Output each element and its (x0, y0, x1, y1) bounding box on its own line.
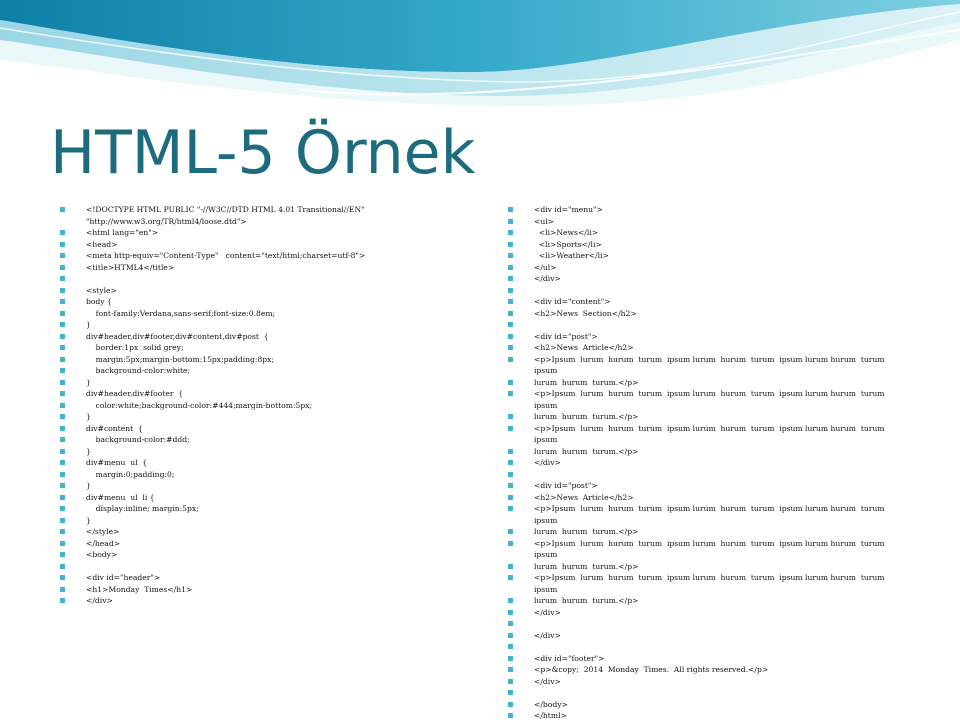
code-line (60, 584, 400, 596)
code-line-text: <p>Ipsum lurum hurum turum ipsum lurum hurum turum ipsum lurum hurum turum ipsum (534, 389, 885, 410)
bullet-icon (60, 380, 65, 385)
bullet-icon (508, 322, 513, 327)
bullet-icon (60, 529, 65, 534)
code-line (60, 342, 400, 354)
code-line-text: </html> (534, 711, 567, 720)
code-line (508, 641, 888, 653)
code-line (508, 676, 888, 688)
code-line (508, 561, 888, 573)
code-line (508, 388, 888, 411)
code-line (60, 308, 400, 320)
code-line-text: } (86, 515, 91, 525)
code-line-text: <div id="content"> (534, 297, 611, 306)
code-line-text: <div id="post"> (534, 331, 598, 341)
bullet-icon (508, 460, 513, 465)
code-line-text: <li>News</li> (534, 228, 599, 237)
code-line-text: lurum hurum turum.</p> (534, 596, 639, 605)
bullet-icon (508, 311, 513, 316)
code-line (60, 480, 400, 492)
code-line (508, 285, 888, 297)
code-line (60, 549, 400, 561)
bullet-icon (508, 357, 513, 362)
bullet-icon (60, 288, 65, 293)
code-line-text: </head> (86, 538, 121, 548)
code-line (508, 319, 888, 331)
bullet-icon (508, 334, 513, 339)
code-line (60, 285, 400, 297)
code-line (508, 503, 888, 526)
bullet-icon (60, 460, 65, 465)
code-line (508, 618, 888, 630)
bullet-icon (508, 426, 513, 431)
code-line (508, 630, 888, 642)
code-line-text: background-color:#ddd; (86, 435, 190, 444)
bullet-icon (60, 552, 65, 557)
code-line-text: <h2>News Section</h2> (534, 308, 637, 318)
code-line-text: font-family:Verdana,sans-serif;font-size:0.8em; (86, 308, 276, 318)
code-line-text: lurum hurum turum.</p> (534, 412, 639, 421)
code-line (508, 664, 888, 676)
bullet-icon (508, 483, 513, 488)
code-line (508, 687, 888, 699)
code-line-text: <li>Sports</li> (534, 239, 602, 249)
code-line (60, 526, 400, 538)
code-line (508, 331, 888, 343)
code-line (508, 239, 888, 251)
code-line (60, 538, 400, 550)
bullet-icon (60, 311, 65, 316)
code-line-text: border:1px solid grey; (86, 343, 184, 352)
code-line (60, 515, 400, 527)
bullet-icon (60, 265, 65, 270)
code-line-text: <html lang="en"> (86, 228, 159, 237)
code-line-text: <meta http-equiv="Content-Type" content="text/html;charset=utf-8"> (86, 251, 366, 260)
bullet-icon (60, 506, 65, 511)
bullet-icon (60, 230, 65, 235)
code-line (508, 227, 888, 239)
code-line (60, 204, 400, 227)
code-line (60, 365, 400, 377)
code-line (60, 572, 400, 584)
bullet-icon (508, 449, 513, 454)
bullet-icon (60, 518, 65, 523)
bullet-icon (60, 472, 65, 477)
code-line-text: margin:5px;margin-bottom:15px;padding:8px; (86, 354, 275, 364)
code-line (508, 411, 888, 423)
code-line (60, 250, 400, 262)
bullet-icon (508, 391, 513, 396)
code-line-text: <div id="menu"> (534, 205, 603, 214)
bullet-icon (508, 506, 513, 511)
bullet-icon (60, 449, 65, 454)
code-line (60, 503, 400, 515)
bullet-icon (508, 230, 513, 235)
code-line-text: div#header,div#footer { (86, 389, 184, 398)
code-line (60, 227, 400, 239)
bullet-icon (508, 656, 513, 661)
bullet-icon (508, 529, 513, 534)
code-line-text: lurum hurum turum.</p> (534, 377, 639, 387)
code-line (60, 388, 400, 400)
code-line-text: </div> (534, 274, 561, 283)
code-line (60, 354, 400, 366)
slide-title: HTML-5 Örnek (50, 118, 476, 188)
code-line (508, 446, 888, 458)
bullet-icon (60, 426, 65, 431)
code-line (60, 377, 400, 389)
code-line-text: margin:0;padding:0; (86, 469, 175, 479)
bullet-icon (508, 276, 513, 281)
bullet-icon (60, 541, 65, 546)
code-line-text: </div> (86, 596, 113, 605)
code-line (508, 342, 888, 354)
code-line (508, 653, 888, 665)
code-line-text: div#menu ul { (86, 458, 148, 467)
code-line-text: </style> (86, 527, 120, 536)
code-line-text: <p>&copy; 2014 Monday Times. All rights reserved.</p> (534, 665, 769, 674)
code-line-text: </div> (534, 630, 561, 640)
code-line-text: } (86, 412, 91, 421)
bullet-icon (508, 541, 513, 546)
code-line (60, 492, 400, 504)
bullet-icon (508, 207, 513, 212)
code-line (60, 296, 400, 308)
code-line-text: div#menu ul li { (86, 492, 155, 502)
code-line-text: </div> (534, 458, 561, 467)
bullet-icon (60, 299, 65, 304)
bullet-icon (508, 575, 513, 580)
bullet-icon (60, 495, 65, 500)
bullet-icon (508, 472, 513, 477)
code-line (60, 262, 400, 274)
code-line-text: } (86, 320, 91, 329)
right-code-column (508, 204, 888, 720)
code-line-text: <div id="footer"> (534, 653, 605, 663)
bullet-icon (508, 345, 513, 350)
code-line-text: <div id="post"> (534, 481, 598, 490)
code-line-text: lurum hurum turum.</p> (534, 527, 639, 536)
bullet-icon (60, 334, 65, 339)
code-line (508, 710, 888, 720)
bullet-icon (508, 253, 513, 258)
bullet-icon (508, 299, 513, 304)
bullet-icon (508, 713, 513, 718)
bullet-icon (60, 391, 65, 396)
code-line-text: body { (86, 297, 112, 306)
code-line (60, 400, 400, 412)
bullet-icon (60, 357, 65, 362)
left-code-column (60, 204, 400, 607)
bullet-icon (508, 265, 513, 270)
code-line (508, 250, 888, 262)
code-line (60, 273, 400, 285)
bullet-icon (60, 587, 65, 592)
code-line (60, 446, 400, 458)
code-line (60, 239, 400, 251)
code-line-text: </div> (534, 607, 561, 617)
bullet-icon (508, 242, 513, 247)
bullet-icon (60, 598, 65, 603)
bullet-icon (60, 345, 65, 350)
code-line (508, 216, 888, 228)
code-line (508, 526, 888, 538)
bullet-icon (60, 414, 65, 419)
bullet-icon (508, 598, 513, 603)
code-line (508, 492, 888, 504)
code-line-text: <style> (86, 285, 117, 295)
code-line (508, 296, 888, 308)
code-line (508, 480, 888, 492)
code-line-text: display:inline; margin:5px; (86, 504, 199, 513)
code-line (508, 457, 888, 469)
code-line-text: div#header,div#footer,div#content,div#post { (86, 331, 269, 341)
bullet-icon (508, 702, 513, 707)
bullet-icon (508, 667, 513, 672)
code-line (508, 273, 888, 285)
bullet-icon (60, 207, 65, 212)
code-line (508, 204, 888, 216)
bullet-icon (508, 610, 513, 615)
bullet-icon (60, 575, 65, 580)
code-line (508, 469, 888, 481)
code-line (508, 308, 888, 320)
bullet-icon (508, 288, 513, 293)
code-line-text: <h2>News Article</h2> (534, 343, 634, 352)
bullet-icon (60, 437, 65, 442)
bullet-icon (60, 242, 65, 247)
code-line-text: <head> (86, 239, 118, 249)
code-line-text: <p>Ipsum lurum hurum turum ipsum lurum hurum turum ipsum lurum hurum turum ipsum (534, 504, 885, 525)
code-line-text: <body> (86, 550, 118, 559)
code-line (508, 423, 888, 446)
bullet-icon (508, 633, 513, 638)
code-line-text: <p>Ipsum lurum hurum turum ipsum lurum hurum turum ipsum lurum hurum turum ipsum (534, 423, 885, 444)
bullet-icon (508, 219, 513, 224)
code-line-text: } (86, 377, 91, 387)
code-line (508, 607, 888, 619)
code-line (60, 331, 400, 343)
bullet-icon (508, 380, 513, 385)
bullet-icon (508, 644, 513, 649)
bullet-icon (60, 368, 65, 373)
code-line-text: <title>HTML4</title> (86, 262, 175, 272)
code-line-text: lurum hurum turum.</p> (534, 446, 639, 456)
code-line-text: color:white;background-color:#444;margin-bottom:5px; (86, 400, 313, 410)
code-line-text: } (86, 481, 91, 490)
code-line-text: background-color:white; (86, 366, 191, 375)
code-line (60, 319, 400, 331)
bullet-icon (508, 690, 513, 695)
code-line-text: <h1>Monday Times</h1> (86, 584, 193, 594)
code-line (508, 572, 888, 595)
code-line-text: <p>Ipsum lurum hurum turum ipsum lurum hurum turum ipsum lurum hurum turum ipsum (534, 573, 885, 594)
code-line (60, 423, 400, 435)
bullet-icon (508, 495, 513, 500)
code-line-text: <!DOCTYPE HTML PUBLIC "-//W3C//DTD HTML 4.01 Transitional//EN" "http://www.w3.org/TR/html4/loose.dtd"> (86, 205, 365, 226)
code-line-text: <div id="header"> (86, 573, 161, 582)
code-line (60, 457, 400, 469)
bullet-icon (60, 322, 65, 327)
code-line (508, 262, 888, 274)
bullet-icon (508, 414, 513, 419)
bullet-icon (60, 276, 65, 281)
code-line-text: <h2>News Article</h2> (534, 492, 634, 502)
code-line-text: </body> (534, 699, 568, 709)
code-line (60, 595, 400, 607)
code-line (60, 469, 400, 481)
bullet-icon (60, 483, 65, 488)
code-line (508, 377, 888, 389)
code-line (508, 354, 888, 377)
code-line (508, 595, 888, 607)
code-line-text: <p>Ipsum lurum hurum turum ipsum lurum hurum turum ipsum lurum hurum turum ipsum (534, 354, 885, 375)
code-line-text: <p>Ipsum lurum hurum turum ipsum lurum hurum turum ipsum lurum hurum turum ipsum (534, 538, 885, 559)
code-line-text: } (86, 446, 91, 456)
bullet-icon (508, 679, 513, 684)
code-line-text: </ul> (534, 262, 557, 272)
code-line (508, 538, 888, 561)
bullet-icon (60, 564, 65, 569)
bullet-icon (60, 253, 65, 258)
bullet-icon (60, 403, 65, 408)
code-line (508, 699, 888, 711)
code-line-text: <ul> (534, 216, 555, 226)
code-line-text: <li>Weather</li> (534, 251, 609, 260)
code-line (60, 561, 400, 573)
bullet-icon (508, 564, 513, 569)
code-line (60, 411, 400, 423)
code-line-text: div#content { (86, 423, 143, 433)
bullet-icon (508, 621, 513, 626)
header-wave-decoration (0, 0, 960, 110)
code-line (60, 434, 400, 446)
code-line-text: lurum hurum turum.</p> (534, 561, 639, 571)
code-line-text: </div> (534, 676, 561, 686)
